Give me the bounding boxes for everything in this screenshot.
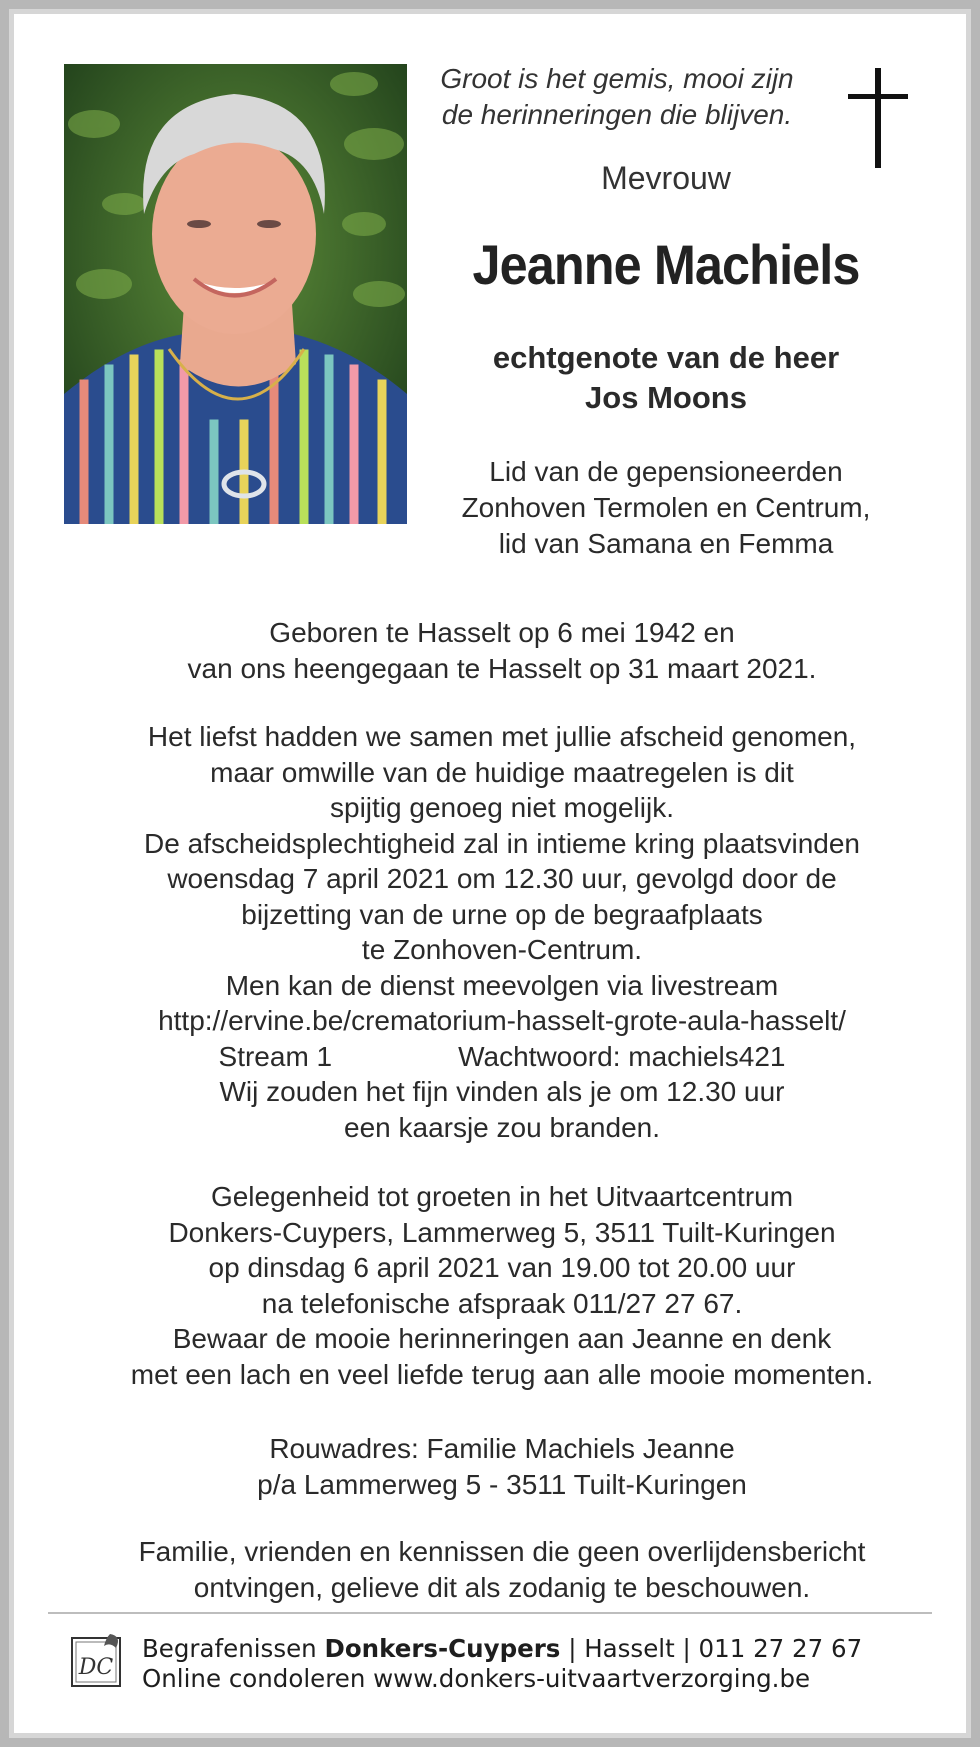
text-line: spijtig genoeg niet mogelijk. <box>330 792 674 823</box>
text-line: De afscheidsplechtigheid zal in intieme kring plaatsvinden <box>144 827 860 859</box>
stream-label: Stream 1 <box>218 1040 333 1072</box>
livestream-url: http://ervine.be/crematorium-hasselt-grote-aula-hasselt/ <box>158 1005 846 1036</box>
text-line: Men kan de dienst meevolgen via livestream <box>225 969 779 1001</box>
text-line: van ons heengegaan te Hasselt op 31 maart 2021. <box>187 652 817 684</box>
funeral-home-footer <box>142 1634 902 1694</box>
text-line: bijzetting van de urne op de begraafplaats <box>241 898 763 930</box>
footer-contact: | Hasselt | 011 27 27 67 <box>560 1634 863 1663</box>
text-line: maar omwille van de huidige maatregelen is dit <box>210 756 794 788</box>
motto-line: de herinneringen die blijven. <box>441 99 793 130</box>
mourning-address <box>56 1431 948 1502</box>
membership-line: Lid van de gepensioneerden <box>489 456 843 487</box>
cross-icon <box>848 68 908 168</box>
ceremony-notice <box>56 719 948 1145</box>
portrait-illustration <box>64 64 407 524</box>
text-line: woensdag 7 april 2021 om 12.30 uur, gevolgd door de <box>167 863 837 894</box>
text-line: te Zonhoven-Centrum. <box>361 934 643 965</box>
text-line: Gelegenheid tot groeten in het Uitvaartcentrum <box>210 1181 794 1212</box>
text-line: Familie, vrienden en kennissen die geen overlijdensbericht <box>138 1536 866 1567</box>
text-line: p/a Lammerweg 5 - 3511 Tuilt-Kuringen <box>257 1468 747 1500</box>
text-line: met een lach en veel liefde terug aan alle mooie momenten. <box>130 1358 874 1390</box>
motto-quote <box>423 61 811 133</box>
footer-company-line <box>142 1634 902 1664</box>
footer-divider <box>48 1612 932 1614</box>
text-line: Geboren te Hasselt op 6 mei 1942 en <box>269 617 735 648</box>
memberships <box>436 454 896 562</box>
deceased-name: Jeanne Machiels <box>472 233 860 296</box>
portrait-photo <box>64 64 407 524</box>
text-line: ontvingen, gelieve dit als zodanig te beschouwen. <box>193 1571 811 1603</box>
stream-password: Wachtwoord: machiels421 <box>458 1040 786 1072</box>
visitation-info <box>56 1179 948 1392</box>
spouse-line: echtgenote van de heer <box>492 340 840 375</box>
motto-line: Groot is het gemis, mooi zijn <box>440 63 794 94</box>
spouse-info <box>446 338 886 418</box>
text-line: na telefonische afspraak 011/27 27 67. <box>261 1287 743 1319</box>
spouse-name: Jos Moons <box>585 380 747 415</box>
membership-line: Zonhoven Termolen en Centrum, <box>461 492 871 523</box>
obituary-card <box>9 9 971 1738</box>
footer-company: Donkers-Cuypers <box>324 1634 561 1663</box>
footer-online-condolences[interactable]: Online condoleren www.donkers-uitvaartverzorging.be <box>142 1664 811 1693</box>
logo-monogram: DC <box>78 1655 114 1680</box>
birth-death-info <box>56 615 948 686</box>
text-line: Wij zouden het fijn vinden als je om 12.30 uur <box>219 1076 785 1107</box>
membership-line: lid van Samana en Femma <box>498 528 834 559</box>
footer-prefix: Begrafenissen <box>142 1634 325 1663</box>
funeral-home-logo <box>70 1632 124 1690</box>
text-line: Bewaar de mooie herinneringen aan Jeanne en denk <box>172 1323 832 1354</box>
text-line: Donkers-Cuypers, Lammerweg 5, 3511 Tuilt-Kuringen <box>168 1216 836 1248</box>
stream-credentials <box>56 1039 948 1075</box>
text-line: Rouwadres: Familie Machiels Jeanne <box>269 1433 735 1464</box>
text-line: op dinsdag 6 april 2021 van 19.00 tot 20.00 uur <box>208 1252 796 1283</box>
family-notice <box>56 1534 948 1605</box>
card-content <box>26 26 954 1721</box>
text-line: een kaarsje zou branden. <box>344 1111 660 1143</box>
text-line: Het liefst hadden we samen met jullie afscheid genomen, <box>147 721 857 752</box>
title-salutation: Mevrouw <box>601 160 731 196</box>
